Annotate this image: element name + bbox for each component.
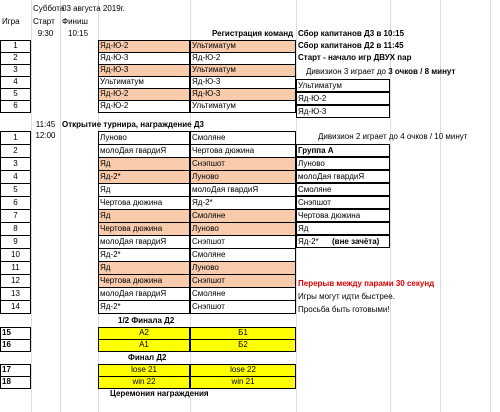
semi-team-a[interactable]: А1 [139, 340, 149, 349]
game-number[interactable]: 3 [13, 159, 18, 168]
d3-team[interactable]: Яд-Ю-2 [298, 94, 327, 103]
team-a[interactable]: Яд [100, 159, 111, 168]
final-team-a[interactable]: lose 21 [131, 365, 157, 374]
col-start[interactable]: Старт [33, 17, 55, 26]
side-note-row [0, 52, 500, 63]
group-team[interactable]: Луново [298, 159, 325, 168]
team-b[interactable]: Смоляне [192, 133, 226, 142]
team-b[interactable]: Снэпшот [192, 302, 225, 311]
header-row [0, 3, 500, 14]
game-number[interactable]: 14 [11, 302, 20, 311]
game-number[interactable]: 2 [13, 53, 18, 62]
side-note-row [0, 131, 500, 142]
team-a[interactable]: Яд-Ю-2 [100, 101, 129, 110]
team-a[interactable]: Яд-2* [100, 302, 121, 311]
team-a[interactable]: Яд-Ю-3 [100, 65, 129, 74]
team-b[interactable]: Луново [192, 172, 219, 181]
team-b[interactable]: Ультиматум [192, 41, 236, 50]
game-number[interactable]: 6 [13, 101, 18, 110]
team-b[interactable]: Снэпшот [192, 159, 225, 168]
team-b[interactable]: Ультиматум [192, 65, 236, 74]
note-break[interactable]: Перерыв между парами 30 секунд [298, 279, 435, 288]
team-b[interactable]: Луново [192, 224, 219, 233]
final-team-a[interactable]: win 22 [132, 377, 156, 386]
note-captains-d3[interactable]: Сбор капитанов Д3 в 10:15 [298, 29, 405, 38]
final-number[interactable]: 17 [2, 365, 11, 374]
group-team[interactable]: Чертова дюжина [298, 211, 361, 220]
final-team-b[interactable]: win 21 [231, 377, 255, 386]
date-cell[interactable]: 03 августа 2019г. [62, 4, 125, 13]
group-team-last[interactable]: Яд-2* [298, 237, 319, 246]
team-b[interactable]: Яд-Ю-2 [192, 53, 221, 62]
team-a[interactable]: Чертова дюжина [100, 198, 163, 207]
semi-number[interactable]: 16 [2, 340, 11, 349]
game-number[interactable]: 11 [11, 263, 20, 272]
team-b[interactable]: молоДая гвардиЯ [192, 185, 259, 194]
group-team[interactable]: Смоляне [298, 185, 332, 194]
note-div3-prefix: Дивизион 3 играет до [306, 67, 389, 76]
team-a[interactable]: молоДая гвардиЯ [100, 289, 167, 298]
group-team[interactable]: молоДая гвардиЯ [298, 172, 365, 181]
group-team[interactable]: Яд [298, 224, 309, 233]
game-number[interactable]: 7 [13, 211, 18, 220]
d3-team[interactable]: Ультиматум [298, 81, 342, 90]
game-number[interactable]: 2 [13, 146, 18, 155]
team-b[interactable]: Снэпшот [192, 237, 225, 246]
col-game[interactable]: Игра [2, 17, 20, 26]
opening-time-2[interactable]: 12:00 [35, 131, 56, 140]
team-a[interactable]: молоДая гвардиЯ [100, 237, 167, 246]
final-number[interactable]: 18 [2, 377, 11, 386]
opening-row-1 [0, 119, 500, 130]
semi-team-a[interactable]: А2 [139, 328, 149, 337]
opening-time-1[interactable]: 11:45 [35, 120, 56, 129]
group-title[interactable]: Группа А [298, 146, 334, 155]
team-a[interactable]: Яд-Ю-2 [100, 89, 129, 98]
team-b[interactable]: Яд-2* [192, 198, 213, 207]
team-b[interactable]: Яд-Ю-3 [192, 77, 221, 86]
game-number[interactable]: 1 [13, 133, 18, 142]
day-cell[interactable]: Суббота [33, 4, 65, 13]
team-a[interactable]: Яд [100, 185, 111, 194]
team-a[interactable]: Яд [100, 211, 111, 220]
team-a[interactable]: Луново [100, 133, 127, 142]
game-number[interactable]: 4 [13, 77, 18, 86]
group-team[interactable]: Снэпшот [298, 198, 331, 207]
team-a[interactable]: Чертова дюжина [100, 224, 163, 233]
game-number[interactable]: 10 [11, 250, 20, 259]
game-number[interactable]: 8 [13, 224, 18, 233]
note-ready[interactable]: Просьба быть готовыми! [298, 305, 390, 314]
team-b[interactable]: Луново [192, 263, 219, 272]
game-number[interactable]: 1 [13, 41, 18, 50]
game-number[interactable]: 3 [13, 65, 18, 74]
semi-title-row [0, 315, 500, 326]
group-team-note[interactable]: (вне зачёта) [332, 237, 380, 246]
semi-team-b[interactable]: Б1 [238, 328, 248, 337]
game-number[interactable]: 5 [13, 89, 18, 98]
final-team-b[interactable]: lose 22 [230, 365, 256, 374]
game-number[interactable]: 9 [13, 237, 18, 246]
ceremony-label[interactable]: Церемония награждения [110, 389, 209, 398]
note-div3-limit: 3 очков / 8 минут [388, 67, 456, 76]
opening-label[interactable]: Открытие турнира, награждение Д3 [62, 120, 204, 129]
team-b[interactable]: Смоляне [192, 250, 226, 259]
side-note-row [0, 28, 500, 39]
semi-number[interactable]: 15 [2, 328, 11, 337]
note-start[interactable]: Старт - начало игр ДВУХ пар [298, 53, 412, 62]
game-number[interactable]: 5 [13, 185, 18, 194]
note-div3[interactable] [304, 66, 494, 77]
final-title-row [0, 352, 500, 363]
team-a[interactable]: Яд-2* [100, 172, 121, 181]
ceremony-row [0, 388, 500, 399]
finish-time[interactable]: 10:15 [68, 29, 89, 38]
note-faster[interactable]: Игры могут идти быстрее. [298, 292, 395, 301]
note-div2[interactable]: Дивизион 2 играет до 4 очков / 10 минут [318, 132, 468, 141]
side-note-row [0, 304, 500, 315]
team-b[interactable]: Снэпшот [192, 276, 225, 285]
start-time[interactable]: 9:30 [37, 29, 54, 38]
col-finish[interactable]: Финиш [62, 17, 88, 26]
side-note-row [0, 66, 500, 77]
side-note-row [0, 40, 500, 51]
team-a[interactable]: молоДая гвардиЯ [100, 146, 167, 155]
note-captains-d2[interactable]: Сбор капитанов Д2 в 11:45 [298, 41, 404, 50]
game-number[interactable]: 12 [11, 276, 20, 285]
game-number[interactable]: 13 [11, 289, 20, 298]
game-number[interactable]: 6 [13, 198, 18, 207]
team-b[interactable]: Чертова дюжина [192, 146, 255, 155]
team-a[interactable]: Яд-Ю-3 [100, 53, 129, 62]
side-note-row [0, 291, 500, 302]
semi-title[interactable]: 1/2 Финала Д2 [118, 316, 175, 325]
semi-team-b[interactable]: Б2 [238, 340, 248, 349]
final-title[interactable]: Финал Д2 [128, 353, 167, 362]
registration-label[interactable]: Регистрация команд [212, 29, 294, 38]
team-a[interactable]: Ультиматум [100, 77, 144, 86]
team-b[interactable]: Смоляне [192, 289, 226, 298]
team-b[interactable]: Яд-Ю-3 [192, 89, 221, 98]
team-b[interactable]: Смоляне [192, 211, 226, 220]
team-a[interactable]: Яд-Ю-2 [100, 41, 129, 50]
team-b[interactable]: Ультиматум [192, 101, 236, 110]
game-number[interactable]: 4 [13, 172, 18, 181]
d3-team[interactable]: Яд-Ю-3 [298, 107, 327, 116]
team-a[interactable]: Чертова дюжина [100, 276, 163, 285]
team-a[interactable]: Яд-2* [100, 250, 121, 259]
column-header-row [0, 16, 500, 27]
team-a[interactable]: Яд [100, 263, 111, 272]
side-note-row [0, 278, 500, 289]
